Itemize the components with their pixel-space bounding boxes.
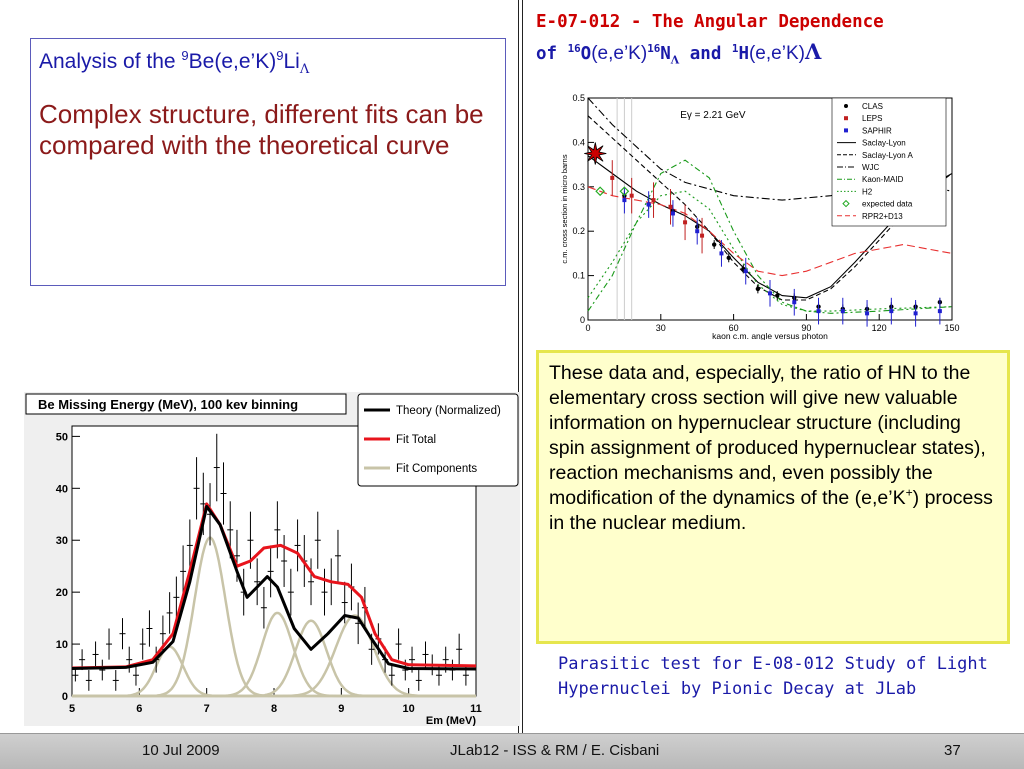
legend-swatch — [844, 104, 848, 108]
legend-label: RPR2+D13 — [862, 211, 903, 221]
x-tick-label: 6 — [136, 703, 143, 715]
y-axis-label: c.m. cross section in micro barns — [560, 154, 569, 264]
clas-point — [727, 256, 731, 260]
saphir-point — [647, 203, 651, 207]
summary-box — [536, 350, 1010, 644]
experiment-title-line1: E-07-012 - The Angular Dependence — [536, 12, 884, 32]
leps-point — [669, 205, 673, 209]
legend-label: Fit Total — [396, 434, 437, 446]
energy-annotation: Eγ = 2.21 GeV — [680, 109, 746, 121]
y-tick-label: 30 — [55, 535, 68, 548]
title-end: Li — [283, 50, 300, 73]
x-tick-label: 8 — [270, 703, 278, 715]
y-tick-label: 0.3 — [572, 181, 585, 192]
leps-point — [652, 198, 656, 202]
legend-swatch — [844, 128, 848, 132]
x-tick-label: 9 — [338, 703, 345, 715]
clas-point — [756, 287, 760, 291]
experiment-title — [536, 8, 1020, 69]
y-tick-label: 0 — [61, 691, 68, 703]
x-tick-label: 120 — [871, 323, 887, 333]
star-marker — [584, 143, 606, 165]
title-sup1: 9 — [181, 48, 189, 63]
x-tick-label: 5 — [68, 703, 76, 715]
saphir-point — [865, 311, 869, 315]
legend-label: SAPHIR — [862, 126, 892, 136]
y-tick-label: 50 — [55, 431, 68, 444]
saphir-point — [622, 198, 626, 202]
footer-date: 10 Jul 2009 — [142, 742, 220, 759]
saphir-point — [841, 309, 845, 313]
x-tick-label: 60 — [728, 323, 739, 333]
legend-label: Theory (Normalized) — [396, 405, 501, 417]
title-mid: Be(e,e’K) — [188, 50, 277, 73]
x-tick-label: 150 — [944, 323, 960, 333]
saphir-point — [817, 309, 821, 313]
summary-text: These data and, especially, the ratio of HN to the elementary cross section will give new valuable information on hypernuclear structure (including spin assignment of produced hypernuclear states), reaction mechanisms and, even possibly the modification of the dynamics of the (e,e’K — [549, 362, 986, 509]
saphir-point — [938, 309, 942, 313]
slide-divider-right — [522, 0, 523, 735]
leps-point — [630, 194, 634, 198]
x-axis-label: Em (MeV) — [425, 715, 476, 726]
chart-title: Be Missing Energy (MeV), 100 kev binning — [38, 397, 299, 412]
saphir-point — [792, 300, 796, 304]
y-tick-label: 0.5 — [572, 93, 585, 103]
x-tick-label: 7 — [203, 703, 210, 715]
saphir-point — [889, 309, 893, 313]
summary-text-end: ) process in the nuclear medium. — [549, 487, 993, 534]
x-axis-label: kaon c.m. angle versus photon — [712, 331, 828, 340]
legend-label: CLAS — [862, 102, 883, 111]
slide-footer — [0, 733, 1024, 769]
saphir-point — [914, 311, 918, 315]
title-prefix: Analysis of the — [39, 50, 182, 73]
x-tick-label: 11 — [470, 703, 482, 715]
summary-sup: + — [905, 485, 913, 500]
experiment-title-line2: of $^{16}O(e,e’K)^{16}N_\Lambda$ and $^1$H(e,e’K)Λ — [536, 39, 822, 67]
legend-label: H2 — [862, 187, 873, 197]
saphir-point — [719, 251, 723, 255]
leps-point — [610, 176, 614, 180]
y-tick-label: 20 — [55, 587, 68, 600]
legend-label: Saclay-Lyon — [862, 138, 906, 148]
clas-point — [775, 293, 779, 297]
y-tick-label: 0.4 — [572, 137, 585, 148]
x-tick-label: 0 — [585, 323, 591, 333]
y-tick-label: 0 — [579, 315, 585, 325]
legend-label: expected data — [862, 199, 913, 209]
legend-label: WJC — [862, 163, 880, 172]
title-sup2: 9 — [276, 48, 284, 63]
legend-label: Saclay-Lyon A — [862, 150, 913, 160]
saphir-point — [744, 269, 748, 273]
analysis-title — [39, 48, 497, 78]
y-tick-label: 40 — [55, 483, 68, 496]
legend-swatch — [844, 116, 848, 120]
analysis-body: Complex structure, different fits can be compared with the theoretical curve — [39, 99, 484, 160]
y-tick-label: 0.1 — [572, 270, 585, 281]
leps-point — [700, 234, 704, 238]
y-tick-label: 10 — [55, 639, 68, 652]
title-sub: Λ — [299, 62, 310, 78]
x-tick-label: 30 — [655, 323, 666, 333]
footer-center: JLab12 - ISS & RM / E. Cisbani — [450, 742, 660, 759]
legend-label: Fit Components — [396, 463, 478, 475]
legend-label: LEPS — [862, 114, 883, 124]
saphir-point — [768, 291, 772, 295]
analysis-box — [30, 38, 506, 286]
saphir-point — [695, 229, 699, 233]
saphir-point — [671, 211, 675, 215]
x-tick-label: 90 — [801, 323, 812, 333]
angular-cross-section-chart — [536, 88, 960, 340]
leps-point — [683, 220, 687, 224]
x-tick-label: 10 — [402, 703, 415, 715]
legend-label: Kaon-MAID — [862, 175, 904, 185]
clas-point — [712, 242, 716, 246]
parasitic-note: Parasitic test for E-08-012 Study of Light Hypernuclei by Pionic Decay at JLab — [558, 654, 988, 699]
y-tick-label: 0.2 — [572, 226, 585, 237]
missing-energy-chart — [24, 392, 520, 726]
footer-page: 37 — [944, 742, 961, 759]
